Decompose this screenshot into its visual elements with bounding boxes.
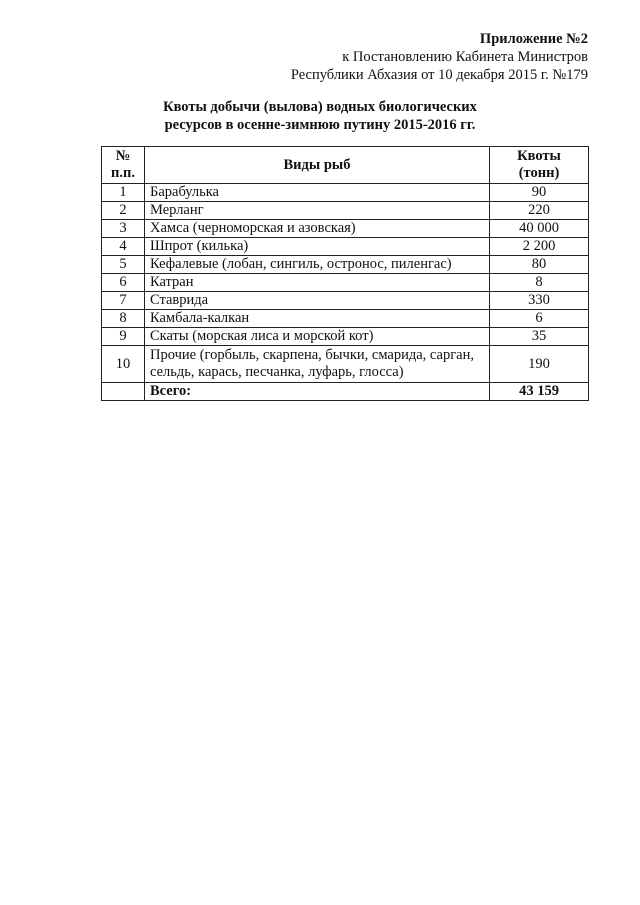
row-species-line-2: сельдь, карась, песчанка, луфарь, глосса)	[150, 364, 404, 380]
row-number: 2	[102, 202, 145, 220]
row-quota: 190	[490, 346, 589, 383]
row-species: Мерланг	[145, 202, 490, 220]
header-fish-species: Виды рыб	[145, 147, 490, 184]
header-quota-line-2: (тонн)	[518, 165, 560, 181]
table-row	[102, 274, 589, 292]
row-quota: 80	[490, 256, 589, 274]
total-label: Всего:	[145, 383, 490, 401]
row-species: Шпрот (килька)	[145, 238, 490, 256]
row-number: 6	[102, 274, 145, 292]
row-quota: 35	[490, 328, 589, 346]
table-row	[102, 328, 589, 346]
header-number-line-1: №	[115, 148, 131, 164]
table-row	[102, 220, 589, 238]
table-row	[102, 184, 589, 202]
row-species: Барабулька	[145, 184, 490, 202]
table-row	[102, 292, 589, 310]
row-number: 1	[102, 184, 145, 202]
appendix-line-2: Республики Абхазия от 10 декабря 2015 г. №179	[290, 67, 588, 83]
header-number-line-2: п.п.	[111, 165, 135, 181]
row-quota: 90	[490, 184, 589, 202]
row-species: Кефалевые (лобан, сингиль, остронос, пиленгас)	[145, 256, 490, 274]
row-number: 4	[102, 238, 145, 256]
row-number: 7	[102, 292, 145, 310]
row-species: Камбала-калкан	[145, 310, 490, 328]
appendix-title: Приложение №2	[479, 31, 588, 47]
header-quota	[490, 147, 589, 184]
document-title	[0, 98, 640, 134]
row-quota: 330	[490, 292, 589, 310]
row-quota: 220	[490, 202, 589, 220]
row-species: Хамса (черноморская и азовская)	[145, 220, 490, 238]
row-number: 3	[102, 220, 145, 238]
row-species	[145, 346, 490, 383]
row-number: 8	[102, 310, 145, 328]
table-row	[102, 310, 589, 328]
row-species: Ставрида	[145, 292, 490, 310]
header-quota-line-1: Квоты	[517, 148, 561, 164]
row-quota: 40 000	[490, 220, 589, 238]
row-quota: 8	[490, 274, 589, 292]
total-empty-cell	[102, 383, 145, 401]
table-row	[102, 346, 589, 383]
row-species: Катран	[145, 274, 490, 292]
document-title-line-1: Квоты добычи (вылова) водных биологических	[163, 99, 477, 115]
header-number	[102, 147, 145, 184]
row-species-line-1: Прочие (горбыль, скарпена, бычки, смарида, сарган,	[150, 347, 474, 363]
appendix-line-1: к Постановлению Кабинета Министров	[342, 49, 588, 65]
total-value: 43 159	[490, 383, 589, 401]
row-number: 10	[102, 346, 145, 383]
row-quota: 6	[490, 310, 589, 328]
document-title-line-2: ресурсов в осенне-зимнюю путину 2015-2016 гг.	[164, 117, 476, 133]
row-number: 9	[102, 328, 145, 346]
table-row	[102, 238, 589, 256]
row-quota: 2 200	[490, 238, 589, 256]
table-row	[102, 256, 589, 274]
total-row	[102, 383, 589, 401]
row-species: Скаты (морская лиса и морской кот)	[145, 328, 490, 346]
row-number: 5	[102, 256, 145, 274]
appendix-header	[291, 30, 588, 84]
table-header-row	[102, 147, 589, 184]
quota-table	[101, 146, 589, 401]
table-row	[102, 202, 589, 220]
